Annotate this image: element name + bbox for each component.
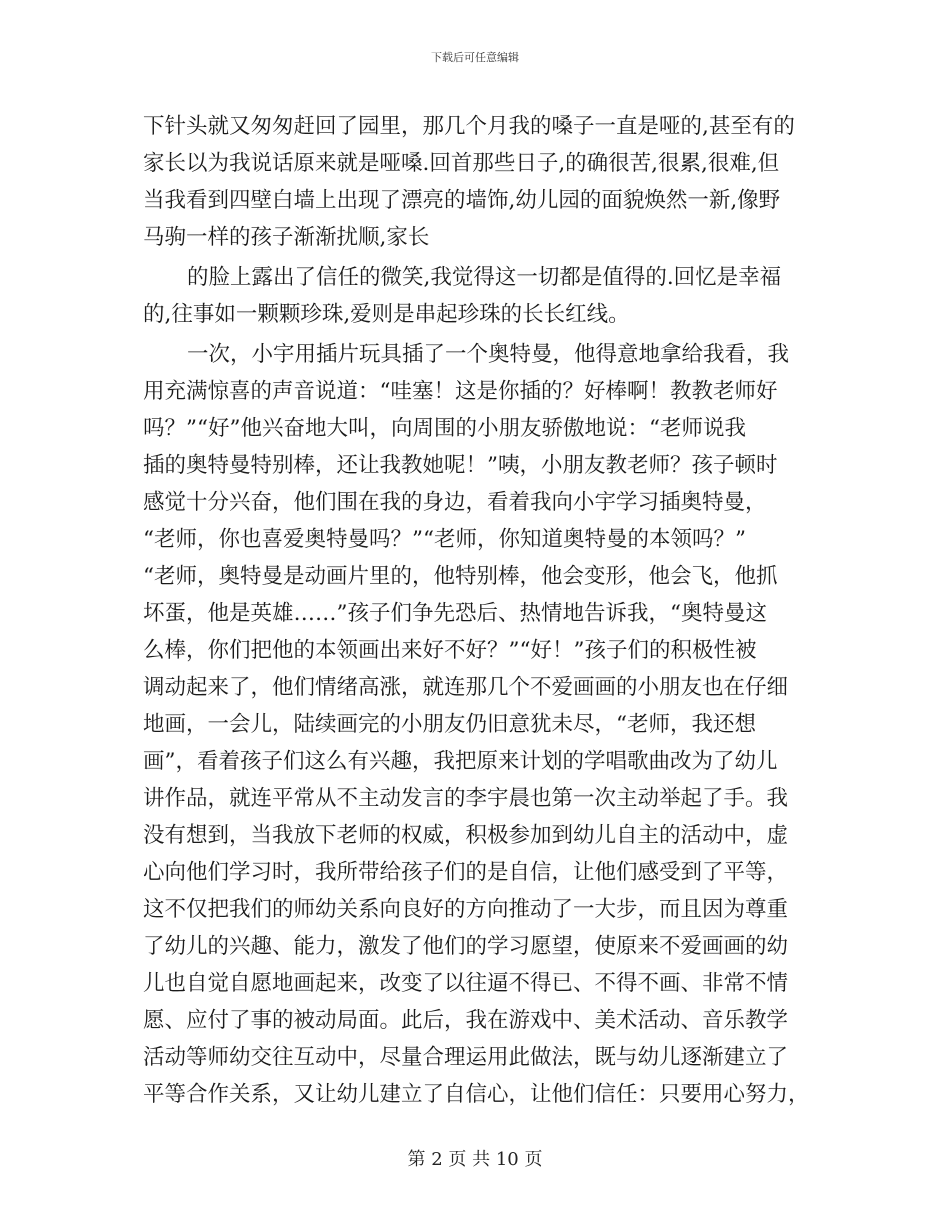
paragraph-3: [143, 336, 813, 1113]
page-number-footer: 第 2 页 共 10 页: [407, 1149, 543, 1170]
document-body: [143, 108, 813, 1113]
text-line: 的,往事如一颗颗珍珠,爱则是串起珍珠的长长红线。: [143, 302, 630, 327]
page-header-note: 下载后可任意编辑: [431, 51, 519, 64]
text-line: 坏蛋，他是英雄……”孩子们争先恐后、热情地告诉我，“奥特曼这: [143, 601, 767, 626]
text-line: “老师，你也喜爱奥特曼吗？”“老师，你知道奥特曼的本领吗？”: [143, 527, 746, 552]
text-line: 愿、应付了事的被动局面。此后，我在游戏中、美术活动、音乐教学: [143, 1008, 789, 1033]
text-line: 儿也自觉自愿地画起来，改变了以往逼不得已、不得不画、非常不情: [143, 971, 789, 996]
text-line: 一次，小宇用插片玩具插了一个奥特曼，他得意地拿给我看，我: [187, 342, 790, 367]
text-line: 没有想到，当我放下老师的权威，积极参加到幼儿自主的活动中，虚: [143, 823, 789, 848]
text-line: 调动起来了，他们情绪高涨，就连那几个不爱画画的小朋友也在仔细: [143, 675, 789, 700]
text-line: 么棒，你们把他的本领画出来好不好？”“好！”孩子们的积极性被: [143, 638, 757, 663]
text-line: 讲作品，就连平常从不主动发言的李宇晨也第一次主动举起了手。我: [143, 786, 789, 811]
text-line: “老师，奥特曼是动画片里的，他特别棒，他会变形，他会飞，他抓: [143, 564, 778, 589]
text-line: 插的奥特曼特别棒，还让我教她呢！”咦，小朋友教老师？孩子顿时: [143, 453, 778, 478]
text-line: 用充满惊喜的声音说道：“哇塞！这是你插的？好棒啊！教教老师好: [143, 379, 778, 404]
text-line: 心向他们学习时，我所带给孩子们的是自信，让他们感受到了平等，: [143, 860, 789, 885]
text-line: 感觉十分兴奋，他们围在我的身边，看着我向小宇学习插奥特曼，: [143, 490, 767, 515]
text-line: 了幼儿的兴趣、能力，激发了他们的学习愿望，使原来不爱画画的幼: [143, 934, 789, 959]
paragraph-2: [143, 259, 813, 333]
text-line: 画”，看着孩子们这么有兴趣，我把原来计划的学唱歌曲改为了幼儿: [143, 749, 778, 774]
text-line: 家长以为我说话原来就是哑嗓.回首那些日子,的确很苦,很累,很难,但: [143, 151, 780, 176]
paragraph-1: [143, 108, 813, 256]
text-line: 活动等师幼交往互动中，尽量合理运用此做法，既与幼儿逐渐建立了: [143, 1045, 789, 1070]
text-line: 马驹一样的孩子渐渐扰顺,家长: [143, 225, 430, 250]
text-line: 地画，一会儿，陆续画完的小朋友仍旧意犹未尽，“老师，我还想: [143, 712, 756, 737]
text-line: 这不仅把我们的师幼关系向良好的方向推动了一大步，而且因为尊重: [143, 897, 789, 922]
text-line: 当我看到四壁白墙上出现了漂亮的墙饰,幼儿园的面貌焕然一新,像野: [143, 188, 781, 213]
text-line: 平等合作关系，又让幼儿建立了自信心，让他们信任：只要用心努力，: [143, 1082, 810, 1107]
text-line: 下针头就又匆匆赶回了园里，那几个月我的嗓子一直是哑的,甚至有的: [143, 114, 795, 139]
text-line: 吗？”“好”他兴奋地大叫，向周围的小朋友骄傲地说：“老师说我: [143, 416, 746, 441]
text-line: 的脸上露出了信任的微笑,我觉得这一切都是值得的.回忆是幸福: [187, 265, 782, 290]
